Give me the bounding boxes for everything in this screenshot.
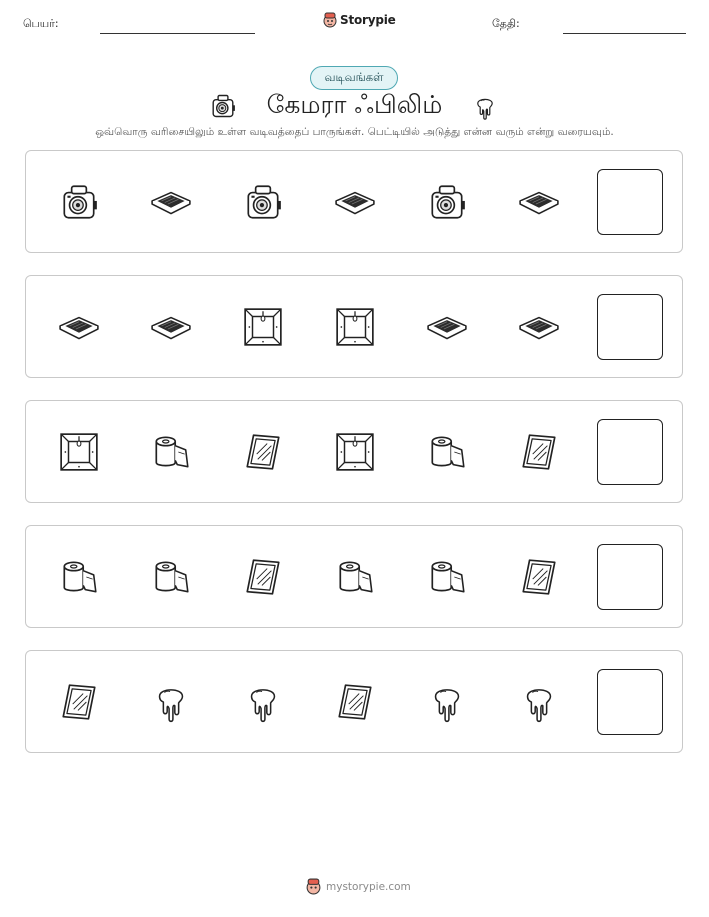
category-badge: வடிவங்கள்	[310, 66, 398, 90]
answer-box[interactable]	[597, 544, 663, 610]
answer-box[interactable]	[597, 419, 663, 485]
film-tray-icon	[426, 306, 468, 348]
film-tray-icon	[334, 181, 376, 223]
camera-icon	[209, 92, 237, 120]
answer-box[interactable]	[597, 669, 663, 735]
film-roll-icon	[58, 556, 100, 598]
title-row	[0, 88, 709, 124]
glass-plate-icon	[518, 556, 560, 598]
dripping-blob-icon	[473, 92, 497, 122]
dripping-blob-icon	[150, 681, 192, 723]
storypie-mascot-icon	[306, 878, 321, 895]
dripping-blob-icon	[426, 681, 468, 723]
film-roll-icon	[150, 556, 192, 598]
film-tray-icon	[150, 181, 192, 223]
film-roll-icon	[426, 556, 468, 598]
brand-name: Storypie	[340, 13, 396, 27]
name-label: பெயர்:	[23, 17, 59, 30]
pattern-row-1	[25, 150, 683, 253]
date-line[interactable]	[563, 33, 686, 34]
slide-frame-icon	[242, 306, 284, 348]
footer-url[interactable]: mystorypie.com	[326, 880, 411, 893]
film-tray-icon	[58, 306, 100, 348]
film-roll-icon	[150, 431, 192, 473]
film-tray-icon	[150, 306, 192, 348]
camera-icon	[58, 181, 100, 223]
footer	[306, 878, 411, 895]
camera-icon	[242, 181, 284, 223]
answer-box[interactable]	[597, 294, 663, 360]
dripping-blob-icon	[242, 681, 284, 723]
glass-plate-icon	[242, 556, 284, 598]
pattern-row-2	[25, 275, 683, 378]
slide-frame-icon	[58, 431, 100, 473]
answer-box[interactable]	[597, 169, 663, 235]
glass-plate-icon	[334, 681, 376, 723]
glass-plate-icon	[242, 431, 284, 473]
camera-icon	[426, 181, 468, 223]
name-line[interactable]	[100, 33, 255, 34]
film-roll-icon	[334, 556, 376, 598]
pattern-row-5	[25, 650, 683, 753]
glass-plate-icon	[518, 431, 560, 473]
film-roll-icon	[426, 431, 468, 473]
glass-plate-icon	[58, 681, 100, 723]
brand-logo	[323, 12, 396, 28]
film-tray-icon	[518, 306, 560, 348]
date-label: தேதி:	[492, 17, 520, 30]
film-tray-icon	[518, 181, 560, 223]
storypie-mascot-icon	[323, 12, 337, 28]
instructions: ஒவ்வொரு வரிசையிலும் உள்ள வடிவத்தைப் பாருங்கள். பெட்டியில் அடுத்து என்ன வரும் என்று வரையவும்.	[95, 126, 614, 138]
slide-frame-icon	[334, 431, 376, 473]
pattern-row-4	[25, 525, 683, 628]
slide-frame-icon	[334, 306, 376, 348]
dripping-blob-icon	[518, 681, 560, 723]
page-title: கேமரா ஃபிலிம்	[266, 90, 443, 119]
pattern-row-3	[25, 400, 683, 503]
